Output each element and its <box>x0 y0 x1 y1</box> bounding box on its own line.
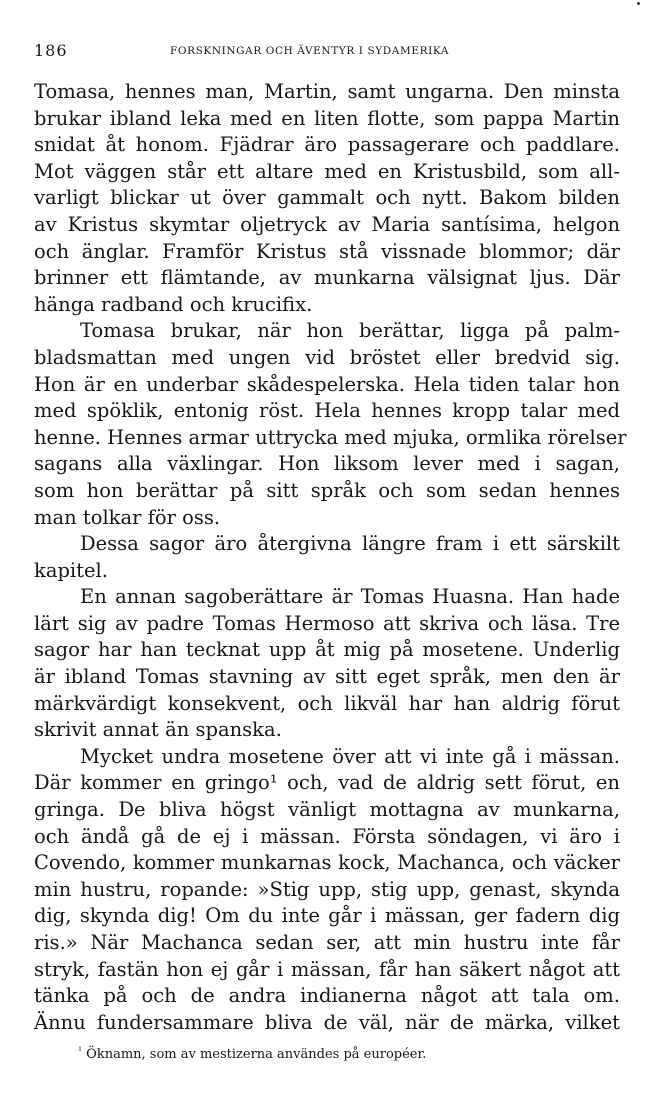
text-line: sagor har han tecknat upp åt mig på mosetene. Underlig <box>34 638 620 662</box>
text-line: och änglar. Framför Kristus stå vissnade blommor; där <box>34 239 620 263</box>
footnote-marker: ¹ <box>78 1046 83 1057</box>
text-line: henne. Hennes armar uttrycka med mjuka, ormlika rörelser <box>34 425 627 449</box>
text-line: Hon är en underbar skådespelerska. Hela tiden talar hon <box>34 372 620 396</box>
text-line: varligt blickar ut över gammalt och nytt. Bakom bilden <box>34 186 620 210</box>
text-line: Tomasa, hennes man, Martin, samt ungarna. Den minsta <box>34 80 620 103</box>
text-line: Mot väggen står ett altare med en Kristusbild, som all- <box>34 159 620 183</box>
text-line: Tomasa brukar, när hon berättar, ligga på palm- <box>80 319 620 343</box>
text-line: Mycket undra mosetene över att vi inte gå i mässan. <box>80 744 620 768</box>
footnote <box>78 1047 426 1062</box>
text-line: gringa. De bliva högst vänligt mottagna av munkarna, <box>34 798 620 822</box>
page-number: 186 <box>34 41 68 60</box>
text-line: ris.» När Machanca sedan ser, att min hustru inte får <box>34 931 620 954</box>
text-line: man tolkar för oss. <box>34 505 221 529</box>
footnote-text: Öknamn, som av mestizerna användes på européer. <box>86 1047 427 1062</box>
text-line: Ännu fundersammare bliva de väl, när de märka, vilket <box>34 1010 620 1034</box>
page-header <box>34 41 614 63</box>
text-line: skrivit annat än spanska. <box>34 718 282 742</box>
paragraph <box>34 318 627 531</box>
text-line: av Kristus skymtar oljetryck av Maria santísima, helgon <box>34 212 620 236</box>
text-line: sagans alla växlingar. Hon liksom lever med i sagan, <box>34 452 620 476</box>
paragraph <box>34 744 620 1037</box>
text-line: Dessa sagor äro återgivna längre fram i ett särskilt <box>80 532 620 556</box>
text-line: och ändå gå de ej i mässan. Första söndagen, vi äro i <box>34 824 620 848</box>
text-line: stryk, fastän hon ej går i mässan, får han säkert något att <box>34 957 620 981</box>
text-line: tänka på och de andra indianerna något att tala om. <box>34 984 620 1008</box>
text-line: är ibland Tomas stavning av sitt eget språk, men den är <box>34 665 620 689</box>
text-line: hänga radband och krucifix. <box>34 292 313 316</box>
text-line: snidat åt honom. Fjädrar äro passagerare och paddlare. <box>34 133 620 157</box>
text-line: Covendo, kommer munkarnas kock, Machanca, och väcker <box>34 851 620 875</box>
text-line: lärt sig av padre Tomas Hermoso att skriva och läsa. Tre <box>34 611 620 635</box>
body-text <box>34 79 627 1036</box>
text-line: brinner ett flämtande, av munkarna välsignat ljus. Där <box>34 266 620 290</box>
text-line: med spöklik, entonig röst. Hela hennes kropp talar med <box>34 399 620 423</box>
text-line: som hon berättar på sitt språk och som sedan hennes <box>34 478 620 502</box>
paragraph <box>34 584 620 744</box>
paragraph <box>34 531 620 584</box>
print-speck <box>637 2 640 5</box>
text-line: brukar ibland leka med en liten flotte, som pappa Martin <box>34 106 620 130</box>
text-line: kapitel. <box>34 558 108 582</box>
running-head: FORSKNINGAR OCH ÄVENTYR I SYDAMERIKA <box>170 45 450 57</box>
text-line: bladsmattan med ungen vid bröstet eller bredvid sig. <box>34 345 620 369</box>
text-line: En annan sagoberättare är Tomas Huasna. Han hade <box>80 585 620 609</box>
text-line: dig, skynda dig! Om du inte går i mässan, ger fadern dig <box>34 904 620 928</box>
paragraph <box>34 79 620 318</box>
text-line: Där kommer en gringo¹ och, vad de aldrig sett förut, en <box>34 771 620 795</box>
text-line: märkvärdigt konsekvent, och likväl har han aldrig förut <box>34 691 620 715</box>
text-line: min hustru, ropande: »Stig upp, stig upp, genast, skynda <box>34 877 620 901</box>
